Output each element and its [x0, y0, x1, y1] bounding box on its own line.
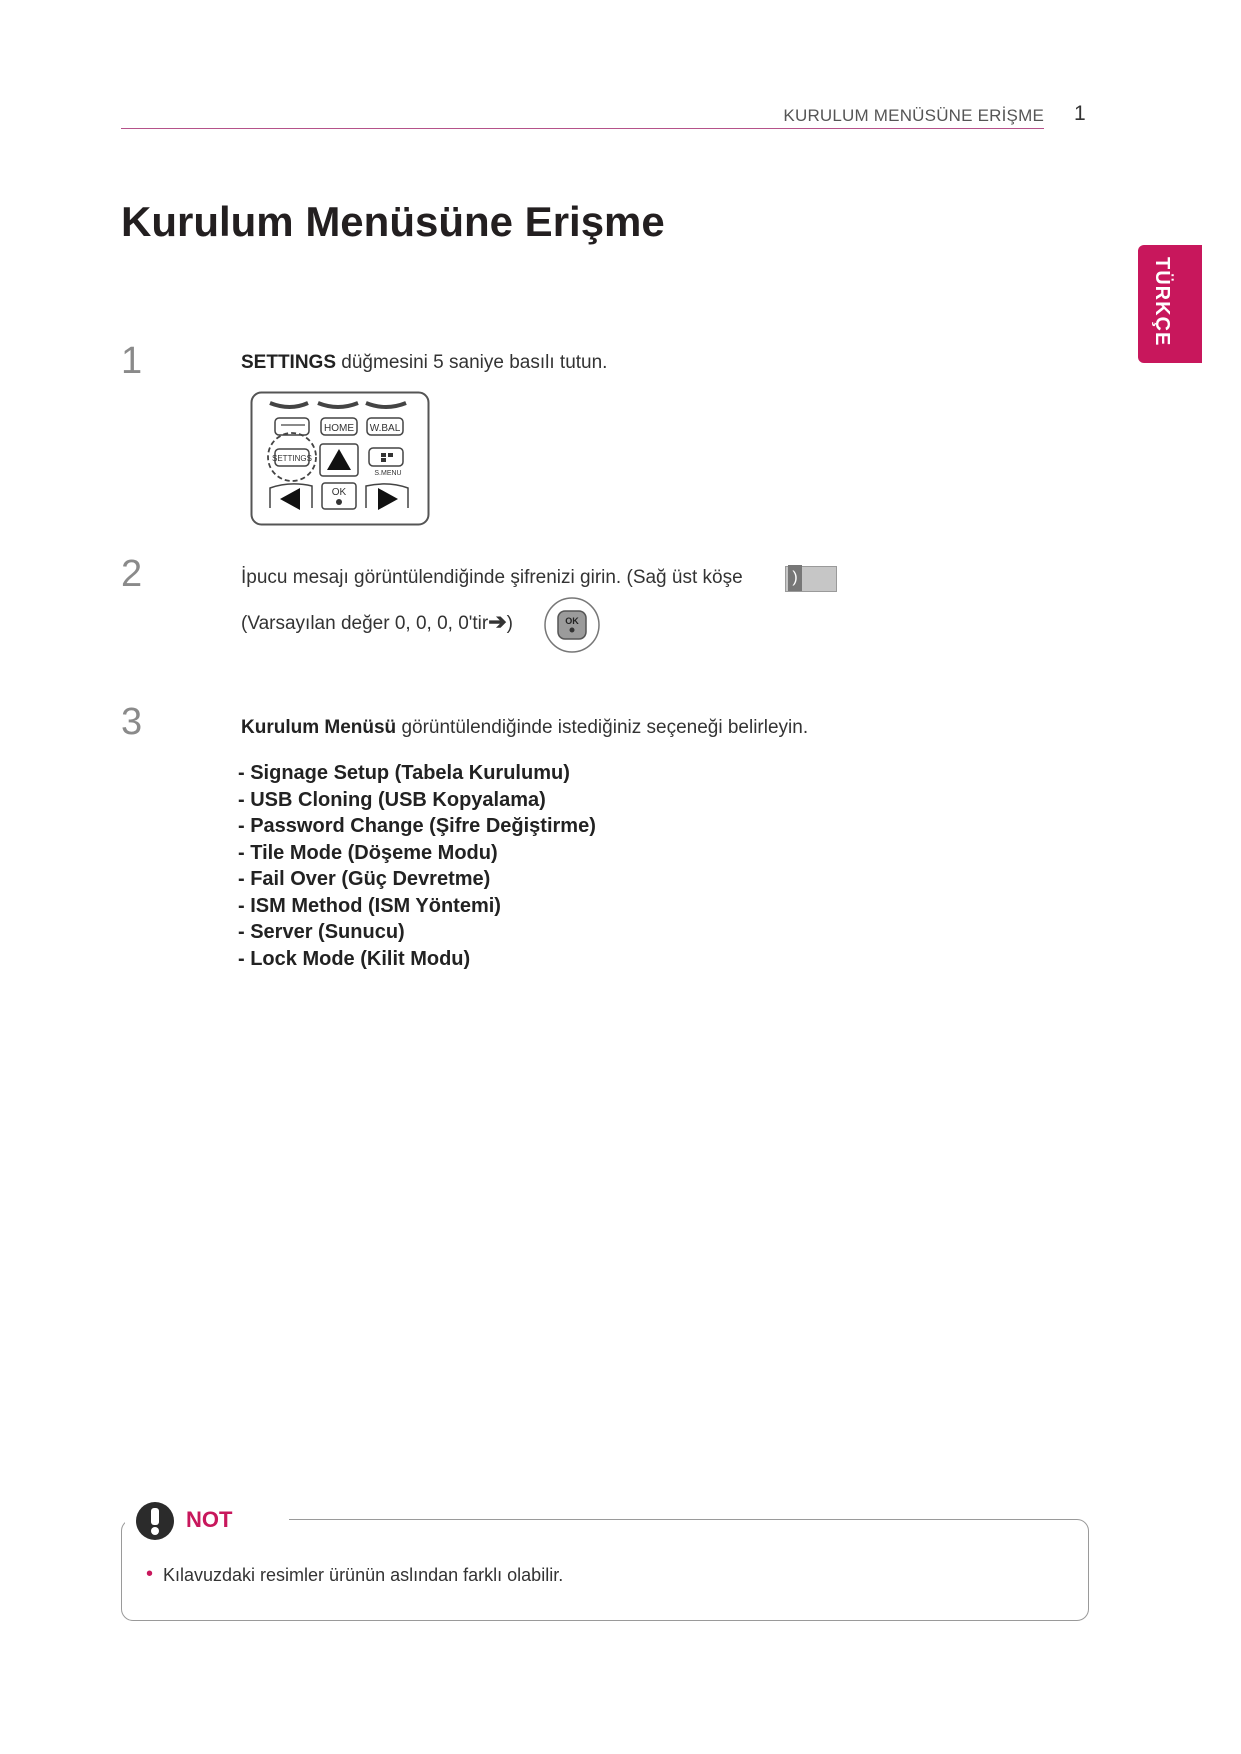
exclamation-icon — [134, 1500, 176, 1542]
key-pill — [785, 566, 837, 592]
settings-key-label: SETTINGS — [271, 454, 313, 463]
home-key-label: HOME — [324, 423, 354, 434]
left-arrow-button-icon — [270, 484, 312, 510]
list-item: - Signage Setup (Tabela Kurulumu) — [238, 762, 570, 784]
list-item: - Lock Mode (Kilit Modu) — [238, 947, 471, 970]
list-item: - Server (Sunucu) — [238, 921, 405, 943]
list-item: - Password Change (Şifre Değiştirme) — [238, 815, 596, 837]
ok-icon-label: OK — [565, 616, 579, 626]
step-3-description: görüntülendiğinde istediğiniz seçeneği belirleyin. — [396, 717, 809, 738]
list-item: - Tile Mode (Döşeme Modu) — [238, 841, 498, 864]
ok-key-label: OK — [331, 487, 347, 498]
option-list — [238, 760, 596, 972]
remote-control-illustration — [250, 391, 430, 526]
home-button-icon — [321, 418, 357, 435]
header-title: KURULUM MENÜSÜNE ERİŞME — [783, 106, 1044, 125]
step-text-1 — [241, 352, 607, 374]
smenu-key-label: S.MENU — [374, 470, 402, 477]
step-text-3 — [241, 717, 808, 739]
step-number-3: 3 — [121, 701, 143, 743]
note-label: NOT — [186, 1507, 233, 1532]
close-paren: ) — [506, 613, 513, 634]
language-tab-label: TÜRKÇE — [1151, 257, 1173, 347]
page-title: Kurulum Menüsüne Erişme — [121, 198, 665, 245]
wbal-button-icon — [367, 418, 403, 435]
step-text-2-line2 — [241, 609, 513, 635]
smenu-button-icon — [369, 448, 403, 477]
wbal-key-label: W.BAL — [369, 423, 401, 434]
key-pill-glyph: ) — [788, 565, 802, 591]
step-1-description: düğmesini 5 saniye basılı tutun. — [336, 352, 608, 373]
step-text-2: İpucu mesajı görüntülendiğinde şifrenizi girin. (Sağ üst köşe — [241, 567, 743, 588]
list-item: - ISM Method (ISM Yöntemi) — [238, 894, 501, 917]
ok-button-icon — [543, 596, 601, 654]
default-value-text: (Varsayılan değer 0, 0, 0, 0'tir — [241, 613, 489, 634]
step-3-keyword: Kurulum Menüsü — [241, 717, 397, 738]
list-item: - Fail Over (Güç Devretme) — [238, 868, 491, 890]
language-tab — [1138, 245, 1202, 363]
step-number-1: 1 — [121, 340, 143, 382]
step-1-keyword: SETTINGS — [241, 352, 337, 373]
note-bullet: • — [146, 1563, 154, 1585]
list-item: - USB Cloning (USB Kopyalama) — [238, 788, 546, 811]
ok-button-remote-icon — [322, 483, 356, 509]
arrow-right-icon: ➔ — [488, 609, 507, 634]
right-arrow-button-icon — [366, 484, 408, 510]
up-arrow-button-icon — [320, 444, 358, 476]
page-number: 1 — [1074, 102, 1086, 125]
header-rule — [121, 128, 1044, 129]
note-text: Kılavuzdaki resimler ürünün aslından farklı olabilir. — [163, 1565, 564, 1585]
step-number-2: 2 — [121, 553, 143, 595]
